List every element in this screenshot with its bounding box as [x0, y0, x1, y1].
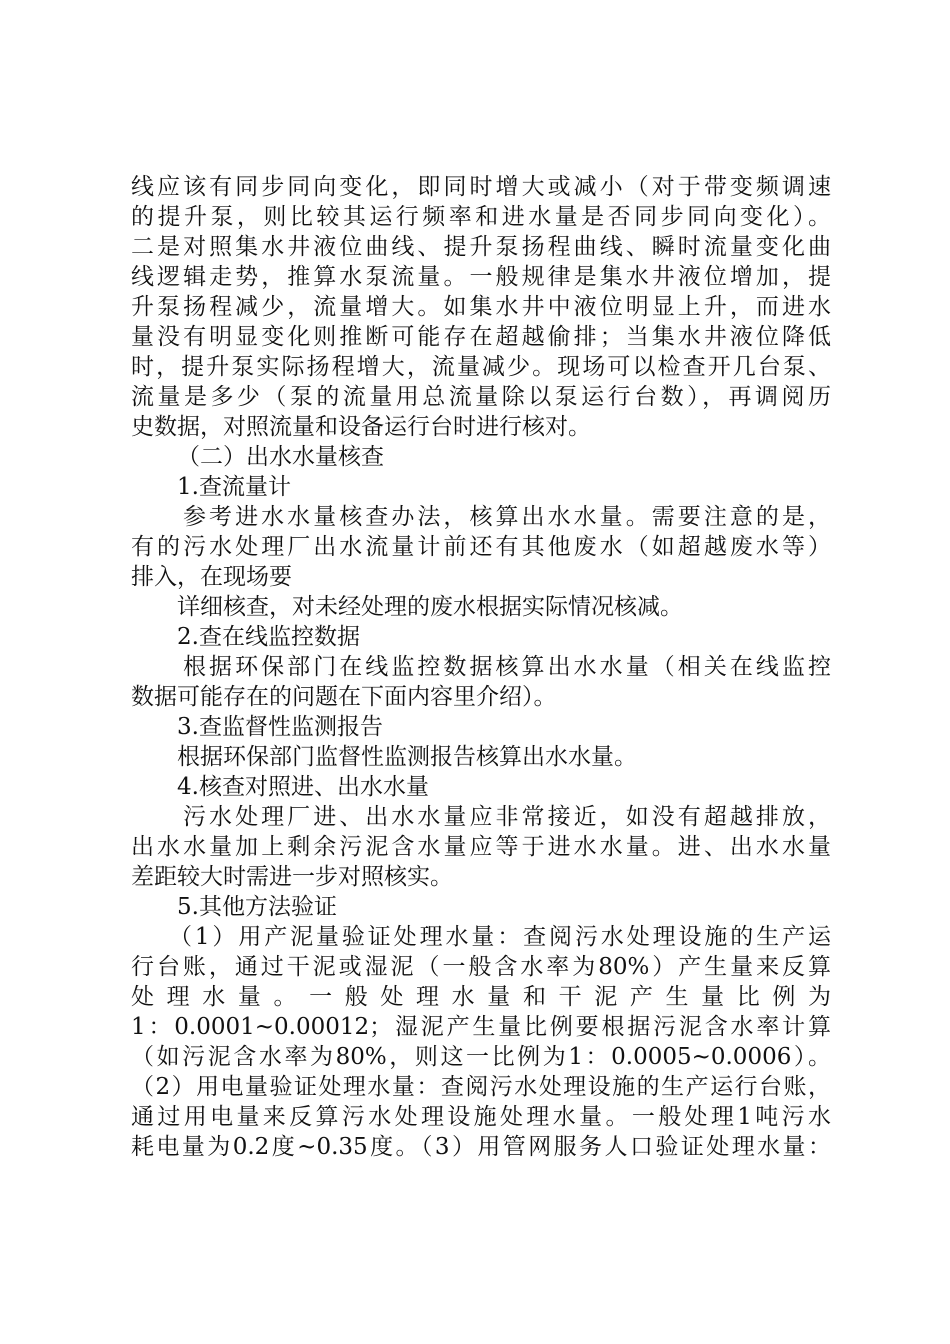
text-line: 行台账，通过干泥或湿泥（一般含水率为80%）产生量来反算	[131, 954, 831, 980]
subsection-heading: 5.其他方法验证	[177, 894, 337, 920]
text-line: 有的污水处理厂出水流量计前还有其他废水（如超越废水等）	[131, 534, 831, 560]
text-line: 差距较大时需进一步对照核实。	[131, 864, 453, 890]
text-line: （如污泥含水率为80%，则这一比例为1：0.0005~0.0006）。	[131, 1044, 831, 1070]
text-line: 根据环保部门监督性监测报告核算出水水量。	[177, 744, 637, 770]
text-line: 根据环保部门在线监控数据核算出水水量（相关在线监控	[183, 654, 831, 680]
document-body	[131, 172, 831, 1162]
text-line: 二是对照集水井液位曲线、提升泵扬程曲线、瞬时流量变化曲	[131, 234, 831, 260]
text-line: 1：0.0001~0.00012；湿泥产生量比例要根据污泥含水率计算	[131, 1014, 831, 1040]
text-line: 耗电量为0.2度~0.35度。（3）用管网服务人口验证处理水量：	[131, 1134, 831, 1160]
text-line: 线逻辑走势，推算水泵流量。一般规律是集水井液位增加，提	[131, 264, 831, 290]
subsection-heading: 4.核查对照进、出水水量	[177, 774, 429, 800]
text-line: 量没有明显变化则推断可能存在超越偷排；当集水井液位降低	[131, 324, 831, 350]
text-line: 的提升泵，则比较其运行频率和进水量是否同步同向变化）。	[131, 204, 831, 230]
text-line: 参考进水水量核查办法，核算出水水量。需要注意的是，	[183, 504, 831, 530]
text-line: 排入，在现场要	[131, 564, 292, 590]
text-line: 数据可能存在的问题在下面内容里介绍）。	[131, 684, 557, 710]
text-line: 通过用电量来反算污水处理设施处理水量。一般处理1吨污水	[131, 1104, 831, 1130]
text-line: 史数据，对照流量和设备运行台时进行核对。	[131, 414, 591, 440]
text-line: 流量是多少（泵的流量用总流量除以泵运行台数），再调阅历	[131, 384, 831, 410]
text-line: 时，提升泵实际扬程增大，流量减少。现场可以检查开几台泵、	[131, 354, 831, 380]
text-line: 污水处理厂进、出水水量应非常接近，如没有超越排放，	[183, 804, 831, 830]
subsection-heading: 3.查监督性监测报告	[177, 714, 383, 740]
text-line: 升泵扬程减少，流量增大。如集水井中液位明显上升，而进水	[131, 294, 831, 320]
subsection-heading: 1.查流量计	[177, 474, 291, 500]
text-line: 处 理 水 量 。 一 般 处 理 水 量 和 干 泥 产 生 量 比 例 为	[131, 984, 831, 1010]
section-heading: （二）出水水量核查	[177, 444, 384, 470]
text-line: （2）用电量验证处理水量：查阅污水处理设施的生产运行台账，	[131, 1074, 831, 1100]
text-line: 出水水量加上剩余污泥含水量应等于进水水量。进、出水水量	[131, 834, 831, 860]
text-line: （1）用产泥量验证处理水量：查阅污水处理设施的生产运	[169, 924, 831, 950]
text-line: 线应该有同步同向变化，即同时增大或减小（对于带变频调速	[131, 174, 831, 200]
subsection-heading: 2.查在线监控数据	[177, 624, 360, 650]
text-line: 详细核查，对未经处理的废水根据实际情况核减。	[177, 594, 683, 620]
